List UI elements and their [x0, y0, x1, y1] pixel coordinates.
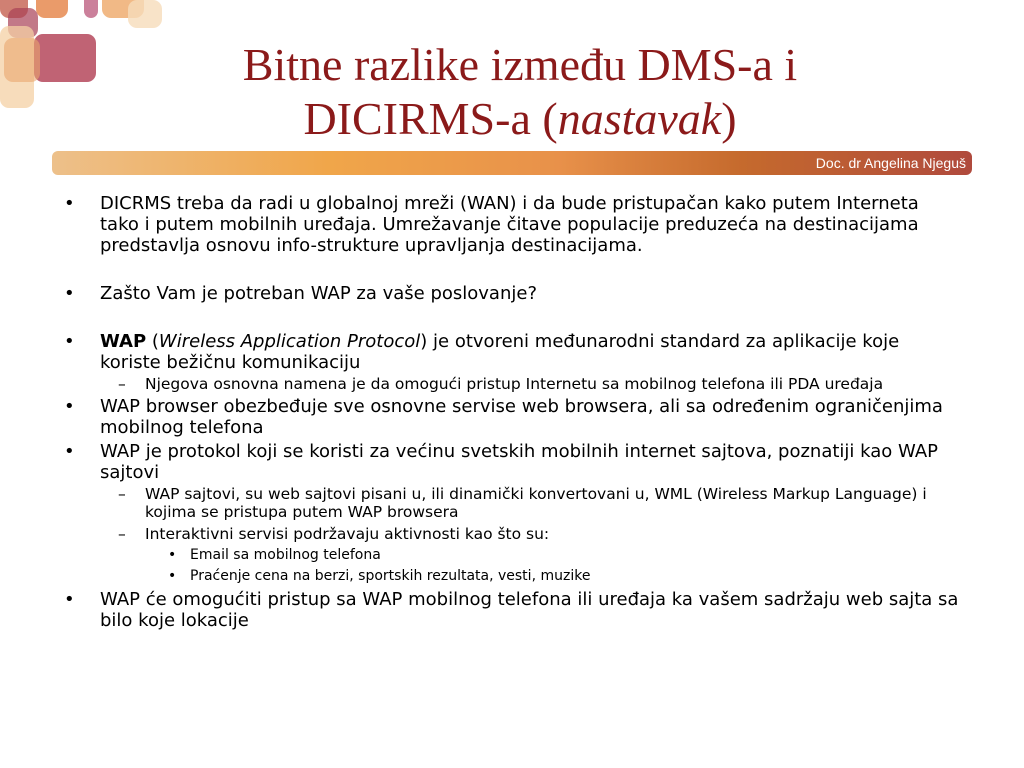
bullet-marker: • — [64, 331, 75, 352]
bullet-text: Zašto Vam je potreban WAP za vaše poslovanje? — [100, 283, 538, 304]
sub-bullet-text: WAP sajtovi, su web sajtovi pisani u, ili dinamički konvertovani u, WML (Wireless Markup Language) i kojima se pristupa putem WAP browsera — [145, 485, 927, 521]
sub-bullet-text: Njegova osnovna namena je da omogući pristup Internetu sa mobilnog telefona ili PDA uređaja — [145, 375, 884, 393]
slide-content — [60, 193, 960, 631]
bullet-item — [60, 396, 960, 438]
sub-bullet-item — [60, 525, 960, 543]
bullet-marker: • — [64, 441, 75, 462]
dash-marker: – — [118, 485, 126, 503]
title-line-1: Bitne razlike između DMS-a i — [242, 39, 798, 90]
sub-bullet-item — [60, 485, 960, 521]
bullet-item — [60, 441, 960, 483]
sub-sub-bullet-text: Praćenje cena na berzi, sportskih rezultata, vesti, muzike — [190, 568, 591, 584]
sub-sub-bullet-item — [60, 546, 960, 564]
sub-bullet-item — [60, 375, 960, 393]
sub-sub-bullet-text: Email sa mobilnog telefona — [190, 547, 381, 563]
bullet-item — [60, 331, 960, 373]
wap-expansion-italic: Wireless Application Protocol — [158, 331, 421, 352]
dash-marker: – — [118, 525, 126, 543]
bullet-item — [60, 283, 960, 304]
decorative-square — [84, 0, 98, 18]
bullet-marker: • — [64, 589, 75, 610]
bullet-text: WAP je protokol koji se koristi za većinu svetskih mobilnih internet sajtova, poznatiji kao WAP sajtovi — [100, 441, 939, 483]
title-closing-paren: ) — [721, 93, 737, 144]
bullet-marker: • — [64, 193, 75, 214]
sub-sub-bullet-item — [60, 567, 960, 585]
bullet-text: ( — [146, 331, 159, 352]
title-line-2: DICIRMS-a ( — [303, 93, 558, 144]
wap-bold: WAP — [100, 331, 147, 352]
author-label: Doc. dr Angelina Njeguš — [815, 155, 966, 171]
bullet-item — [60, 193, 960, 256]
bullet-text: ) je otvoreni međunarodni standard za aplikacije koje koriste bežičnu komunikaciju — [100, 331, 900, 373]
bullet-marker: • — [64, 283, 75, 304]
title-italic-word: nastavak — [557, 93, 722, 144]
bullet-text: WAP browser obezbeđuje sve osnovne servise web browsera, ali sa određenim ograničenjima mobilnog telefona — [100, 396, 943, 438]
bullet-marker: • — [168, 547, 177, 563]
dash-marker: – — [118, 375, 126, 393]
decorative-square — [128, 0, 162, 28]
sub-bullet-text: Interaktivni servisi podržavaju aktivnosti kao što su: — [145, 525, 550, 543]
bullet-text: DICRMS treba da radi u globalnoj mreži (WAN) i da bude pristupačan kako putem Interneta tako i putem mobilnih uređaja. Umrežavanje čitave populacije preduzeća na destinacijama predstavlja osnovu info-strukture upravljanja destinacijama. — [100, 193, 919, 256]
bullet-item — [60, 589, 960, 631]
bullet-text: WAP će omogućiti pristup sa WAP mobilnog telefona ili uređaja ka vašem sadržaju web sajta sa bilo koje lokacije — [100, 589, 959, 631]
decorative-square — [4, 38, 40, 82]
slide-title — [150, 38, 890, 146]
decorative-square — [36, 0, 68, 18]
decorative-square — [34, 34, 96, 82]
bullet-marker: • — [64, 396, 75, 417]
bullet-marker: • — [168, 568, 177, 584]
